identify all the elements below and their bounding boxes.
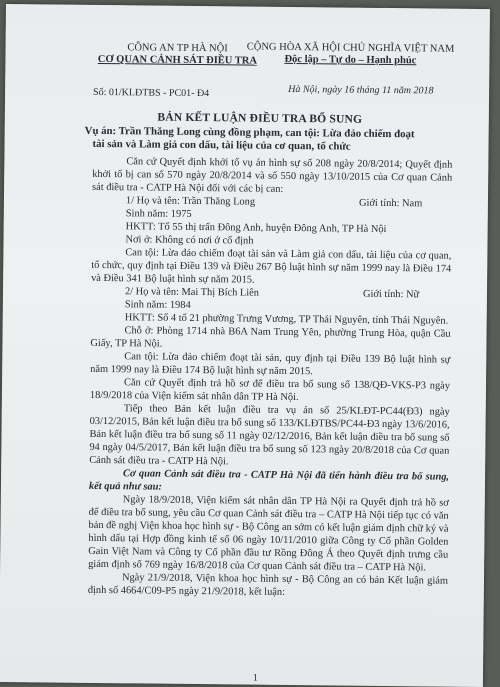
page-number: 1 — [252, 672, 259, 684]
defendant-1-address: HKTT: Tổ 55 thị trấn Đông Anh, huyện Đông Anh, TP Hà Nội — [125, 221, 387, 235]
national-motto: Độc lập – Tự do – Hạnh phúc — [284, 53, 417, 67]
defendant-2-address: HKTT: Số 4 tổ 21 phường Trưng Vương, TP Thái Nguyên, tỉnh Thái Nguyên. — [124, 312, 449, 327]
defendant-2-charge: Can tội: Lừa đảo chiếm đoạt tài sản, quy định tại Điều 139 Bộ luật hình sự năm 1999 nay là Điều 174 Bộ luật hình sự năm 2015. — [90, 351, 451, 378]
defendant-1-gender: Giới tính: Nam — [358, 197, 423, 210]
national-header — [235, 41, 465, 67]
paragraph-results-intro: Cơ quan Cảnh sát điều tra - CATP Hà Nội đã tiến hành điều tra bổ sung, kết quả như sau: — [88, 468, 450, 493]
defendant-2-residence: Chỗ ở: Phòng 1714 nhà B6A Nam Trung Yên, phường Trung Hòa, quận Cầu Giấy, TP Hà Nội. — [90, 325, 451, 350]
document-page — [0, 4, 490, 687]
paragraph-supplementary-request: Ngày 18/9/2018, Viện kiểm sát nhân dân TP Hà Nội ra Quyết định trả hồ sơ để điều tra bổ sung, yêu cầu Cơ quan Cảnh sát điều tra – CATP Hà Nội tiếp tục có văn bản đề nghị Viện khoa học hình sự - Bộ Công an sớm có kết luận giám định chữ ký và hình dấu tại Hợp đồng kinh tế số 06 ngày 10/11/2010 giữa Công ty Cổ phần Golden Gain Việt Nam và Công ty Cổ phần đầu tư Rồng Đông Á theo Quyết định trưng cầu giám định số 769 ngày 16/8/2018 của Cơ quan Cảnh sát điều tra – CATP Hà Nội. — [88, 494, 449, 574]
paragraph-previous-conclusions: Tiếp theo Bản kết luận điều tra vụ án số 25/KLĐT-PC44(Đ3) ngày 03/12/2015, Bản kết luận điều tra bổ sung số 133/KLĐTBS/PC44-Đ3 ngày 13/6/2016, Bản kết luận điều tra bổ sung số 11 ngày 02/12/2016, Bản kết luận điều tra bổ sung số 94 ngày 04/5/2017, Bản kết luận điều tra bổ sung số 123 ngày 20/8/2018 của Cơ quan Cảnh sát điều tra - CATP Hà Nội. — [89, 403, 450, 468]
defendant-2-gender: Giới tính: Nữ — [362, 288, 420, 301]
agency-name: CƠ QUAN CẢNH SÁT ĐIỀU TRA — [97, 53, 258, 67]
defendant-2-birth: Sinh năm: 1984 — [124, 299, 191, 311]
defendant-2-name: 2/ Họ và tên: Mai Thị Bích Liên — [124, 286, 260, 299]
paragraph-basis: Căn cứ Quyết định khởi tố vụ án hình sự số 208 ngày 20/8/2014; Quyết định khởi tố bị can số 570 ngày 20/8/2014 và số 550 ngày 13/10/2015 của Cơ quan Cảnh sát điều tra - CATP Hà Nội đối với các bị can: — [92, 156, 453, 195]
defendant-1-birth: Sinh năm: 1975 — [125, 208, 192, 220]
document-title: BẢN KẾT LUẬN ĐIỀU TRA BỔ SUNG — [157, 111, 363, 126]
agency-parent: CÔNG AN TP HÀ NỘI — [127, 42, 228, 55]
defendant-1-charge: Can tội: Lừa đảo chiếm đoạt tài sản và Làm giả con dấu, tài liệu của cơ quan, tổ chức, quy định tại Điều 139 và Điều 267 Bộ luật hình sự năm 1999 nay là Điều 174 và Điều 341 Bộ luật hình sự năm 2015. — [91, 247, 452, 286]
reference-number: Số: 01/KLĐTBS - PC01- Đ4 — [93, 86, 210, 100]
case-line-1: Vụ án: Trần Thăng Long cùng đồng phạm, can tội: Lừa đảo chiếm đoạt — [84, 124, 415, 141]
case-line-2: tài sản và Làm giả con dấu, tài liệu của cơ quan, tổ chức — [92, 137, 351, 153]
document-body — [88, 155, 453, 601]
defendant-1-name: 1/ Họ và tên: Trần Thăng Long — [125, 195, 256, 208]
paragraph-return-decision: Căn cứ Quyết định trả hồ sơ để điều tra bổ sung số 138/QĐ-VKS-P3 ngày 18/9/2018 của Viện kiểm sát nhân dân TP Hà Nội. — [89, 377, 451, 404]
document-date: Hà Nội, ngày 16 tháng 11 năm 2018 — [288, 83, 434, 97]
defendant-1-residence: Nơi ở: Không có nơi ở cố định — [125, 234, 254, 247]
paragraph-forensic-conclusion: Ngày 21/9/2018, Viện khoa học hình sự - Bộ Công an có bản Kết luận giám định số 4664/C09-P5 ngày 21/9/2018, kết luận: — [87, 572, 449, 598]
republic-name: CỘNG HÒA XÃ HỘI CHỦ NGHĨA VIỆT NAM — [246, 41, 455, 55]
case-description — [84, 125, 454, 155]
